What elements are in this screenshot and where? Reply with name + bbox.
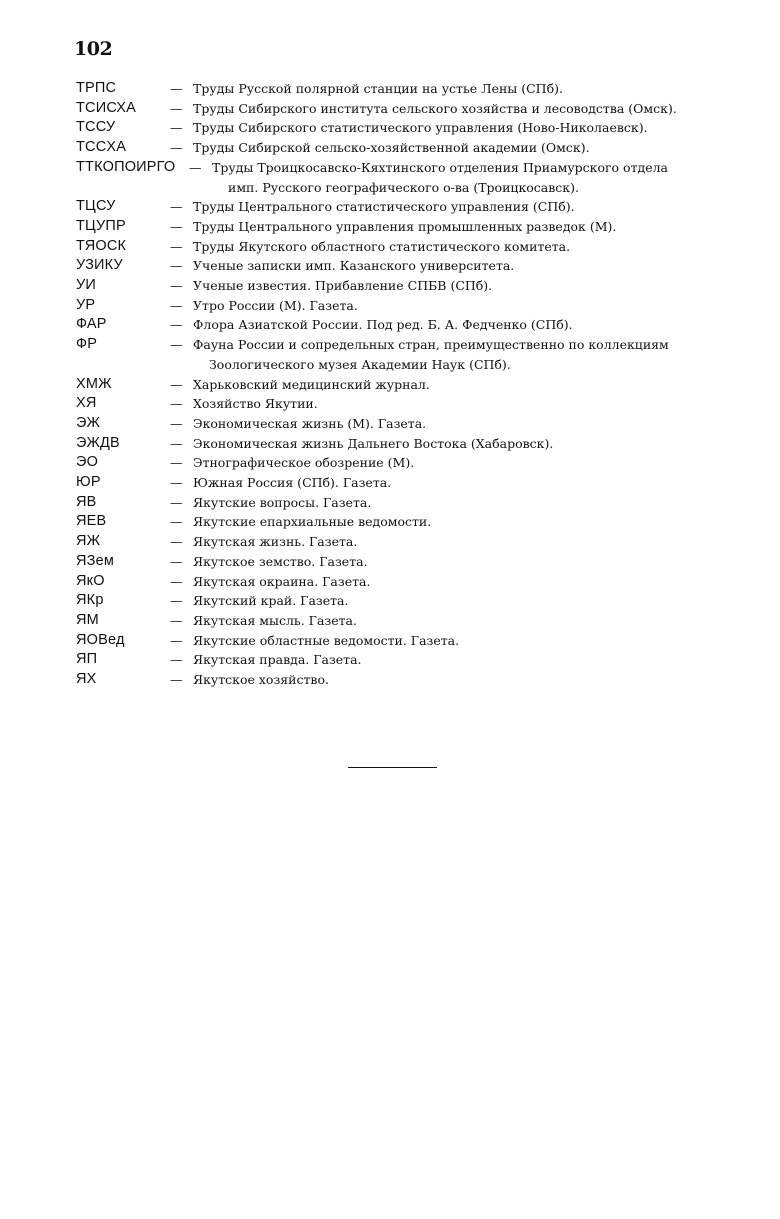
abbreviation: ФР	[76, 336, 98, 353]
description	[193, 493, 726, 513]
dash: —	[170, 494, 183, 510]
dash: —	[170, 652, 183, 668]
abbreviation: УР	[76, 296, 96, 313]
description-text: Якутская жизнь. Газета.	[193, 534, 358, 550]
description-text: Якутская правда. Газета.	[193, 652, 362, 668]
dash: —	[170, 199, 183, 215]
dash: —	[170, 632, 183, 648]
dash: —	[170, 278, 183, 294]
description	[193, 394, 726, 414]
dash: —	[170, 218, 183, 234]
dash: —	[170, 337, 183, 353]
abbreviation-entry	[76, 217, 726, 237]
dash: —	[170, 238, 183, 254]
description	[193, 650, 726, 670]
dash: —	[170, 553, 183, 569]
dash: —	[170, 672, 183, 688]
abbreviation: ЯОВед	[76, 631, 125, 648]
description	[193, 552, 726, 572]
description	[193, 118, 726, 138]
abbreviation-entry	[76, 493, 726, 513]
abbreviation: ТЦУПР	[76, 217, 126, 234]
description-text: Якутский край. Газета.	[193, 593, 349, 609]
description-text: Ученые известия. Прибавление СПБВ (СПб).	[193, 278, 493, 294]
abbreviation-entry	[76, 158, 726, 197]
abbreviation: ТССУ	[76, 119, 116, 136]
abbreviation: ХМЖ	[76, 375, 112, 392]
description	[193, 512, 726, 532]
description-text: Труды Русской полярной станции на устье Лены (СПб).	[193, 81, 563, 96]
description-text: Якутское земство. Газета.	[193, 553, 368, 569]
abbreviation-list	[76, 79, 726, 690]
description	[193, 670, 726, 690]
abbreviation-entry	[76, 118, 726, 138]
description-text: Якутские епархиальные ведомости.	[193, 514, 432, 530]
abbreviation: ЯКр	[76, 592, 104, 609]
abbreviation-entry	[76, 650, 726, 670]
abbreviation: ЯВ	[76, 493, 97, 510]
abbreviation: ТСИСХА	[76, 99, 136, 116]
abbreviation-entry	[76, 591, 726, 611]
description-continuation: Зоологического музея Академии Наук (СПб).	[209, 356, 511, 372]
abbreviation: ЯЖ	[76, 533, 101, 550]
dash: —	[170, 100, 183, 116]
description-text: Труды Центрального управления промышленных разведок (М).	[193, 218, 617, 234]
description-text: Якутские областные ведомости. Газета.	[193, 632, 460, 648]
abbreviation-entry	[76, 473, 726, 493]
abbreviation: ЯХ	[76, 671, 97, 688]
description	[193, 473, 726, 493]
description-text: Флора Азиатской России. Под ред. Б. А. Федченко (СПб).	[193, 317, 573, 333]
description	[193, 611, 726, 631]
abbreviation-entry	[76, 611, 726, 631]
page-number: 102	[74, 38, 113, 60]
abbreviation-entry	[76, 296, 726, 316]
description-text: Труды Сибирского статистического управления (Ново-Николаевск).	[193, 120, 648, 136]
abbreviation-entry	[76, 197, 726, 217]
abbreviation: ЭО	[76, 454, 99, 471]
dash: —	[170, 514, 183, 530]
dash: —	[170, 593, 183, 609]
description	[193, 276, 726, 296]
abbreviation: ТЦСУ	[76, 198, 116, 215]
abbreviation-entry	[76, 256, 726, 276]
description-text: Экономическая жизнь (М). Газета.	[193, 415, 427, 431]
description	[193, 572, 726, 592]
abbreviation: ХЯ	[76, 395, 97, 412]
abbreviation-entry	[76, 375, 726, 395]
abbreviation-entry	[76, 512, 726, 532]
description-text: Якутское хозяйство.	[193, 672, 329, 688]
description-text: Труды Сибирской сельско-хозяйственной академии (Омск).	[193, 140, 590, 156]
description	[193, 532, 726, 552]
dash: —	[170, 297, 183, 313]
abbreviation-entry	[76, 670, 726, 690]
description-text: Этнографическое обозрение (М).	[193, 455, 415, 471]
abbreviation-entry	[76, 138, 726, 158]
abbreviation: ТТКОПОИРГО	[76, 158, 176, 175]
description	[212, 158, 726, 197]
description	[193, 296, 726, 316]
dash: —	[170, 435, 183, 451]
description	[193, 138, 726, 158]
dash: —	[170, 120, 183, 136]
abbreviation: ТРПС	[76, 80, 117, 96]
description	[193, 591, 726, 611]
abbreviation: ЭЖ	[76, 414, 101, 431]
description	[193, 434, 726, 454]
abbreviation: ЯЕВ	[76, 513, 107, 530]
description	[193, 237, 726, 257]
abbreviation-entry	[76, 631, 726, 651]
abbreviation-entry	[76, 552, 726, 572]
abbreviation: ТЯОСК	[76, 237, 127, 254]
dash: —	[170, 573, 183, 589]
dash: —	[170, 317, 183, 333]
description-text: Харьковский медицинский журнал.	[193, 376, 430, 392]
description-text: Утро России (М). Газета.	[193, 297, 358, 313]
description	[193, 414, 726, 434]
abbreviation: УЗИКУ	[76, 257, 123, 274]
abbreviation: ФАР	[76, 316, 107, 333]
dash: —	[170, 258, 183, 274]
abbreviation-entry	[76, 434, 726, 454]
dash: —	[189, 159, 202, 175]
abbreviation-entry	[76, 237, 726, 257]
description	[193, 217, 726, 237]
description	[193, 79, 726, 99]
abbreviation: ЭЖДВ	[76, 434, 120, 451]
description-text: Фауна России и сопредельных стран, преимущественно по коллекциям	[193, 337, 669, 353]
abbreviation-entry	[76, 572, 726, 592]
description-text: Якутская мысль. Газета.	[193, 612, 357, 628]
abbreviation-entry	[76, 335, 726, 374]
description-text: Труды Центрального статистического управления (СПб).	[193, 199, 575, 215]
description-text: Экономическая жизнь Дальнего Востока (Хабаровск).	[193, 435, 554, 451]
description	[193, 453, 726, 473]
description	[193, 99, 726, 119]
dash: —	[170, 81, 183, 96]
end-rule	[348, 767, 437, 768]
dash: —	[170, 415, 183, 431]
abbreviation: УИ	[76, 277, 97, 294]
description-text: Хозяйство Якутии.	[193, 396, 318, 412]
description-text: Труды Троицкосавско-Кяхтинского отделения Приамурского отдела	[212, 159, 668, 175]
abbreviation: ЮР	[76, 474, 101, 491]
description-continuation: имп. Русского географического о-ва (Троицкосавск).	[228, 179, 579, 195]
dash: —	[170, 396, 183, 412]
dash: —	[170, 455, 183, 471]
abbreviation: ЯкО	[76, 572, 105, 589]
description-text: Труды Якутского областного статистического комитета.	[193, 238, 571, 254]
abbreviation-entry	[76, 414, 726, 434]
description	[193, 256, 726, 276]
description	[193, 375, 726, 395]
description-text: Труды Сибирского института сельского хозяйства и лесоводства (Омск).	[193, 100, 677, 116]
description-text: Якутская окраина. Газета.	[193, 573, 371, 589]
abbreviation-entry	[76, 79, 726, 99]
abbreviation: ЯП	[76, 651, 98, 668]
dash: —	[170, 612, 183, 628]
description-text: Якутские вопросы. Газета.	[193, 494, 372, 510]
description	[193, 335, 726, 374]
description	[193, 197, 726, 217]
abbreviation: ЯЗем	[76, 552, 115, 569]
abbreviation-entry	[76, 532, 726, 552]
description	[193, 631, 726, 651]
description-text: Южная Россия (СПб). Газета.	[193, 475, 392, 491]
abbreviation-entry	[76, 99, 726, 119]
dash: —	[170, 475, 183, 491]
description-text: Ученые записки имп. Казанского университета.	[193, 258, 515, 274]
dash: —	[170, 534, 183, 550]
abbreviation: ЯМ	[76, 611, 99, 628]
abbreviation-entry	[76, 394, 726, 414]
abbreviation: ТСCХА	[76, 139, 127, 156]
description	[193, 315, 726, 335]
abbreviation-entry	[76, 276, 726, 296]
abbreviation-entry	[76, 453, 726, 473]
dash: —	[170, 140, 183, 156]
dash: —	[170, 376, 183, 392]
abbreviation-entry	[76, 315, 726, 335]
